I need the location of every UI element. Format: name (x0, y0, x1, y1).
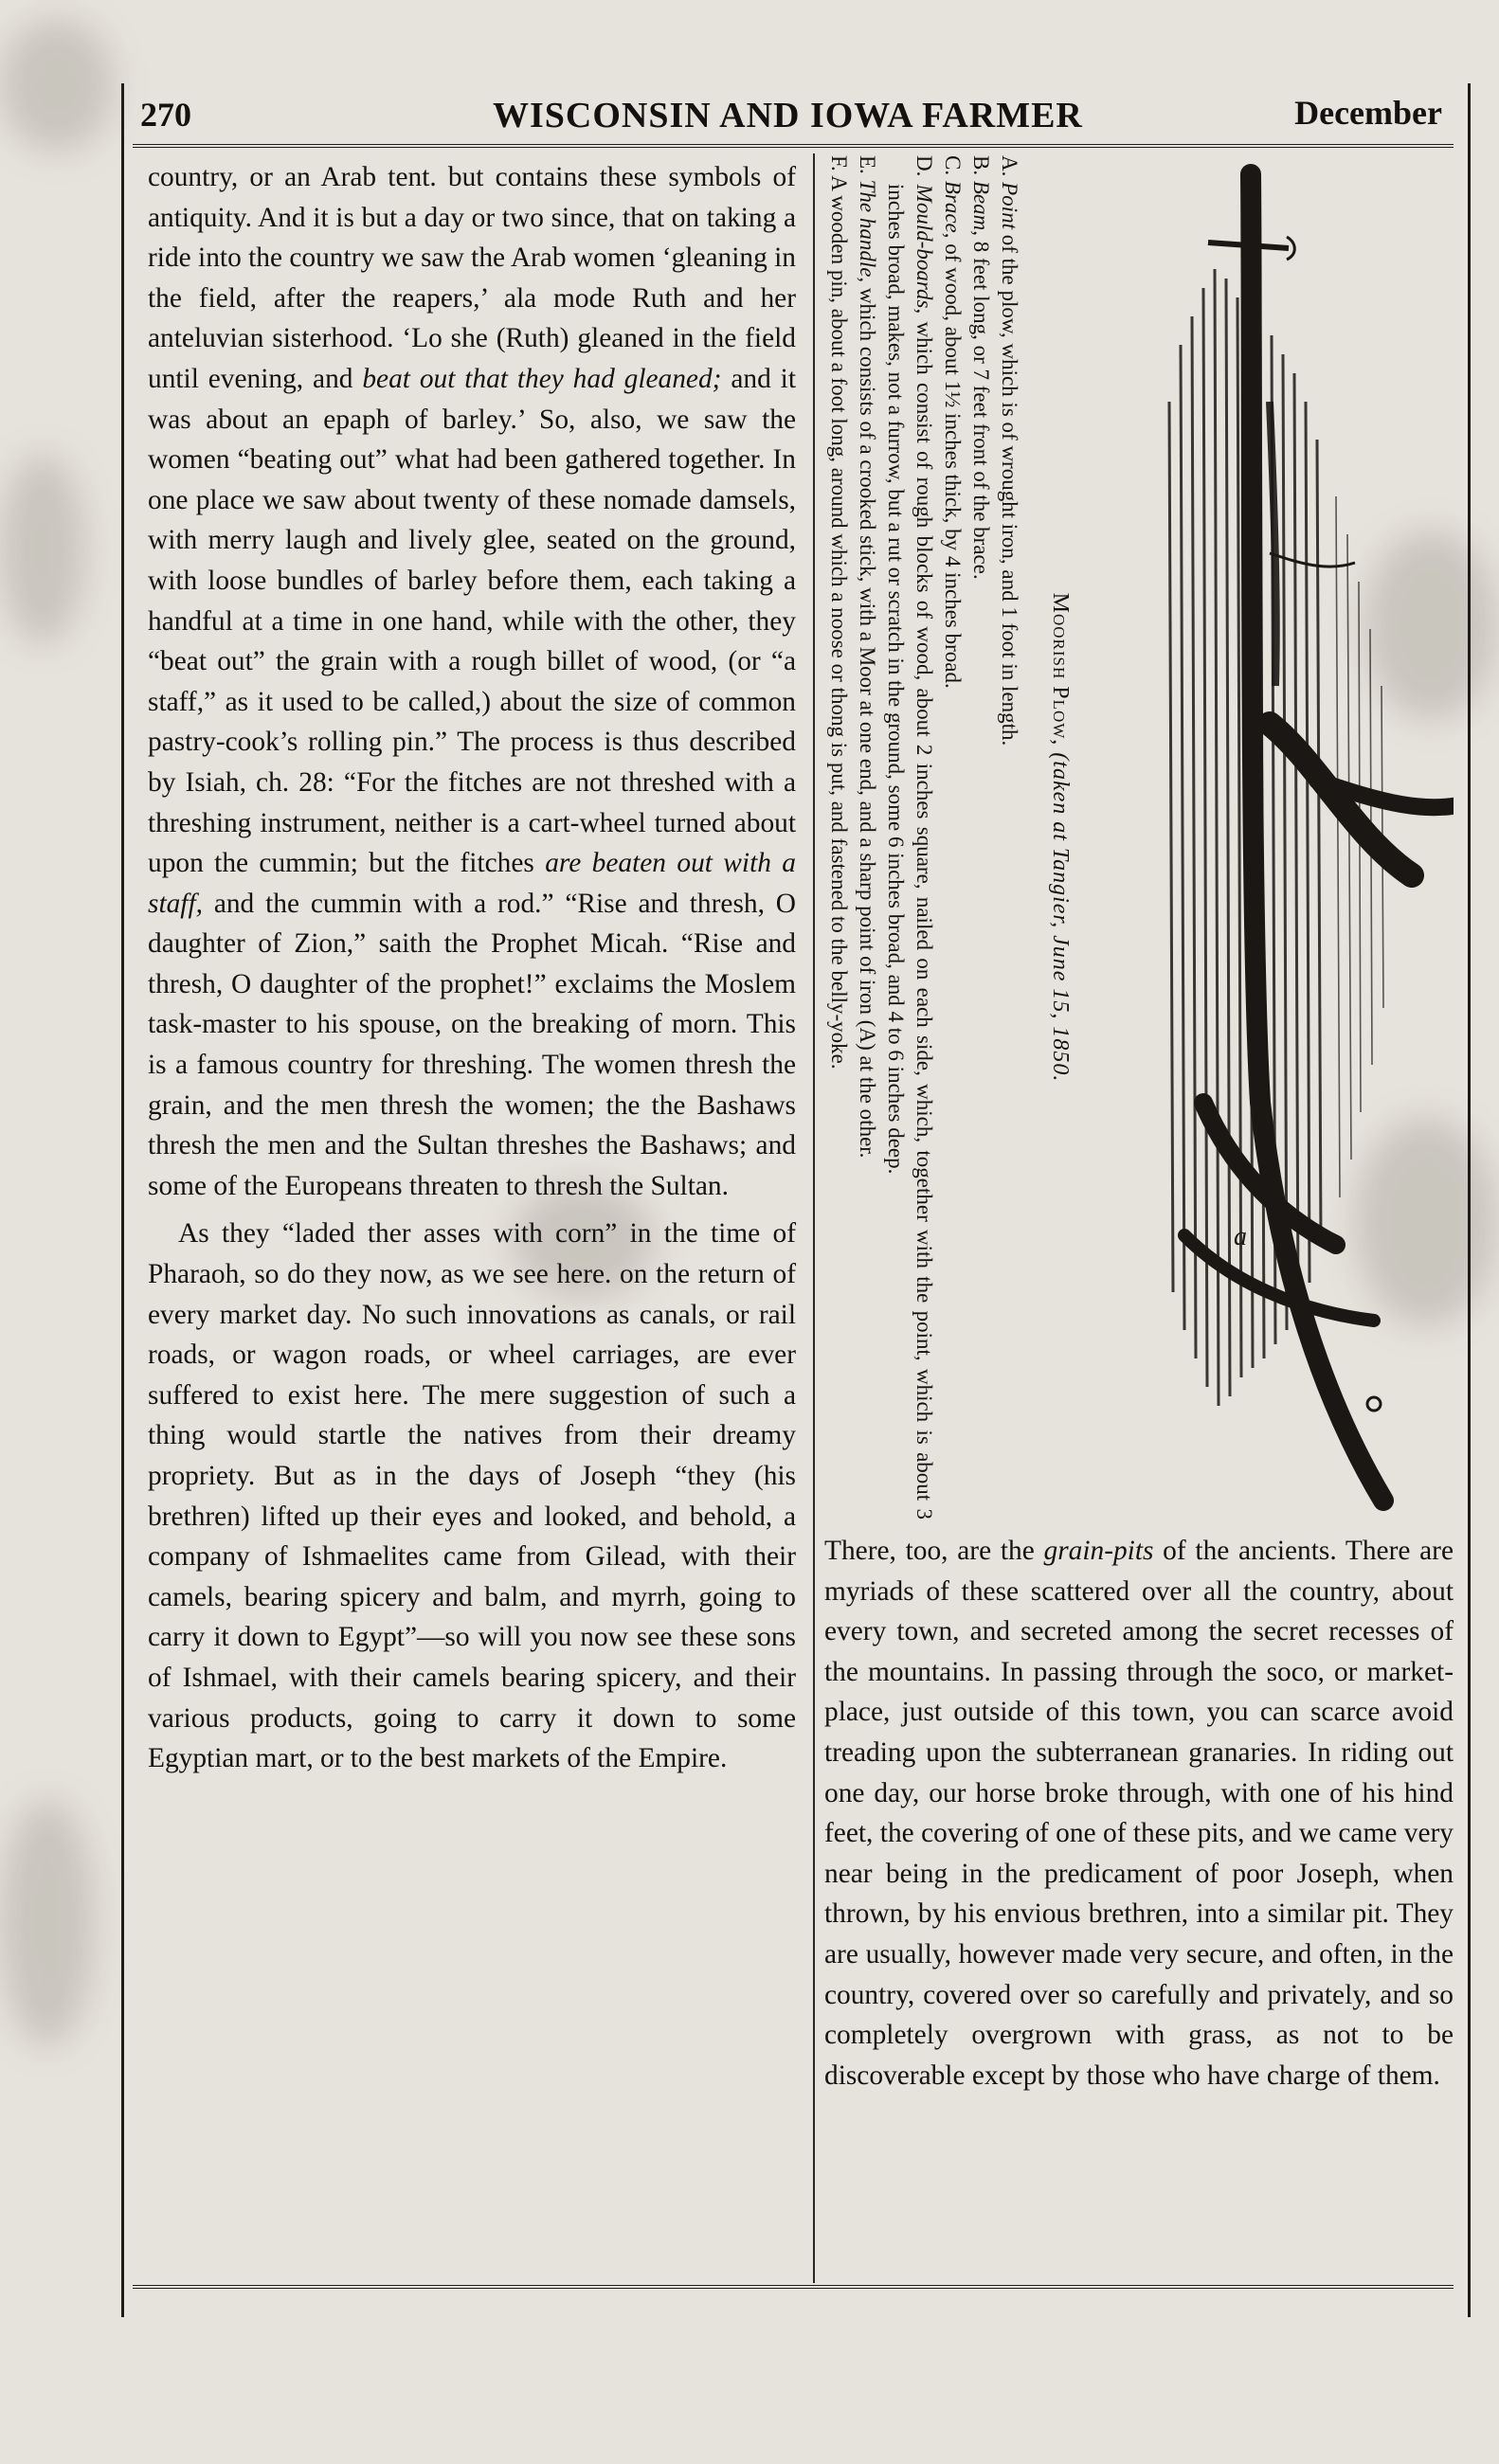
paragraph (148, 157, 796, 1206)
stain-mark (0, 455, 85, 644)
caption-text: , of wood, about 1½ inches thick, by 4 inches broad. (941, 232, 965, 689)
caption-key: F. (827, 155, 851, 171)
caption-title-text: Moorish Plow, (1048, 592, 1073, 753)
paragraph (824, 1531, 1454, 2095)
plate-caption (813, 155, 1097, 1520)
paragraph: As they “laded ther asses with corn” in the time of Pharaoh, so do they now, as we see here. on the return of every market day. No such innovations as canals, or rail roads, or wagon roads, or wheel carriages, are ever suffered to exist here. The mere suggestion of such a thing would startle the natives from their dreamy propriety. But as in the days of Joseph “they (his brethren) lifted up their eyes and looked, and behold, a company of Ishmaelites came from Gilead, with their camels, bearing spicery and balm, and myrrh, going to carry it down to Egypt”—so will you now see these sons of Ishmael, with their camels bearing spicery, and their various products, going to carry it down to some Egyptian mart, or to the best markets of the Empire. (148, 1218, 796, 1774)
left-column (148, 157, 796, 1779)
caption-key: C. (941, 155, 965, 176)
italic-quote: are beaten out with a staff, (148, 848, 796, 919)
caption-item (995, 155, 1023, 1520)
paragraph-text: country, or an Arab tent. but contains these symbols of antiquity. And it is but a day or two since, that on taking a ride into the country we saw the Arab women ‘gleaning in the field, after the reapers,’ ala mode Ruth and her anteluvian sisterhood. ‘Lo she (Ruth) gleaned in the field until evening, and (148, 162, 796, 394)
page-number: 270 (140, 96, 191, 134)
caption-text: of the plow, which is of wrought iron, and 1 foot in length. (998, 228, 1021, 746)
footer-rule (133, 2285, 1454, 2289)
caption-item (853, 155, 881, 1520)
caption-item (938, 155, 966, 1520)
paragraph-text: of the ancients. There are myriads of these scattered over all the country, about every town, and secreted among the secret recesses of the mountains. In passing through the soco, or market-place, just outside of this town, you can scarce avoid treading upon the subterranean granaries. In riding out one day, our horse broke through, with one of his hind feet, the covering of one of these pits, and we came very near being in the predicament of poor Joseph, when thrown, by his envious brethren, into a similar pit. They are usually, however made very secure, and often, in the country, covered over so carefully and privately, and so completely overgrown with grass, as not to be discoverable except by those who have charge of them. (824, 1536, 1454, 2091)
caption-text: , which consists of a crooked stick, with a Moor at one end, and a sharp point of iron (A) at the other. (856, 277, 879, 1159)
plow-illustration-plate (824, 155, 1454, 1520)
paragraph-text: and it was about an epaph of barley.’ So, also, we saw the women “beating out” what had been gathered together. In one place we saw about twenty of these nomade damsels, with merry laugh and lively glee, seated on the ground, with loose bundles of barley before them, each taking a handful at a time in one hand, while with the other, they “beat out” the grain with a rough billet of wood, (or “a staff,” as it used to be called,) about the size of common pastry-cook’s rolling pin.” The process is thus described by Isiah, ch. 28: “For the fitches are not threshed with a threshing instrument, neither is a cart-wheel turned about upon the cummin; but the fitches (148, 363, 796, 879)
caption-key: E. (856, 155, 879, 174)
caption-part-name: Point (998, 182, 1021, 229)
right-column (824, 1531, 1454, 2095)
stain-mark (0, 19, 114, 152)
caption-title (1046, 155, 1075, 1520)
caption-part-name: Brace (941, 180, 965, 233)
paragraph-text: and the cummin with a rod.” “Rise and thresh, O daughter of Zion,” saith the Prophet Micah. “Rise and thresh, O daughter of the prophet!” exclaims the Moslem task-master to his spouse, on the breaking of morn. This is a famous country for threshing. The women thresh the grain, and the men thresh the women; the the Bashaws thresh the men and the Sultan threshes the Bashaws; and some of the Europeans threaten to thresh the Sultan. (148, 888, 796, 1201)
caption-text: , 8 feet long, or 7 feet front of the brace. (969, 230, 993, 580)
running-title: WISCONSIN AND IOWA FARMER (493, 96, 1083, 135)
paragraph-text: There, too, are the (824, 1536, 1044, 1566)
caption-key: B. (969, 155, 993, 176)
italic-term: grain-pits (1043, 1536, 1154, 1566)
page-header (133, 91, 1454, 140)
caption-item (881, 155, 938, 1520)
caption-part-name: Mould-boards (912, 184, 936, 309)
issue-month: December (1294, 94, 1442, 132)
caption-title-italic: (taken at Tangier, June 15, 1850. (1048, 752, 1073, 1083)
caption-key: A. (998, 155, 1021, 177)
caption-part-name: Beam (969, 180, 993, 231)
caption-item (824, 155, 853, 1520)
caption-part-name: The handle (856, 179, 879, 278)
plate-label-a: a (1234, 1222, 1247, 1251)
caption-key: D. (912, 155, 936, 177)
stain-mark (0, 1800, 95, 2046)
italic-quote: beat out that they had gleaned; (362, 363, 722, 394)
caption-text: , which consist of rough blocks of wood, about 2 inches square, nailed on each side, which, together with the point, which is about 3 inches broad, makes, not a furrow, but a rut or scratch in the ground, some 6 inches broad, and 4 to 6 inches deep. (884, 184, 936, 1520)
caption-text: A wooden pin, about a foot long, around which a noose or thong is put, and fastened to the belly-yoke. (827, 175, 851, 1070)
caption-item (966, 155, 995, 1520)
header-rule (133, 144, 1454, 148)
